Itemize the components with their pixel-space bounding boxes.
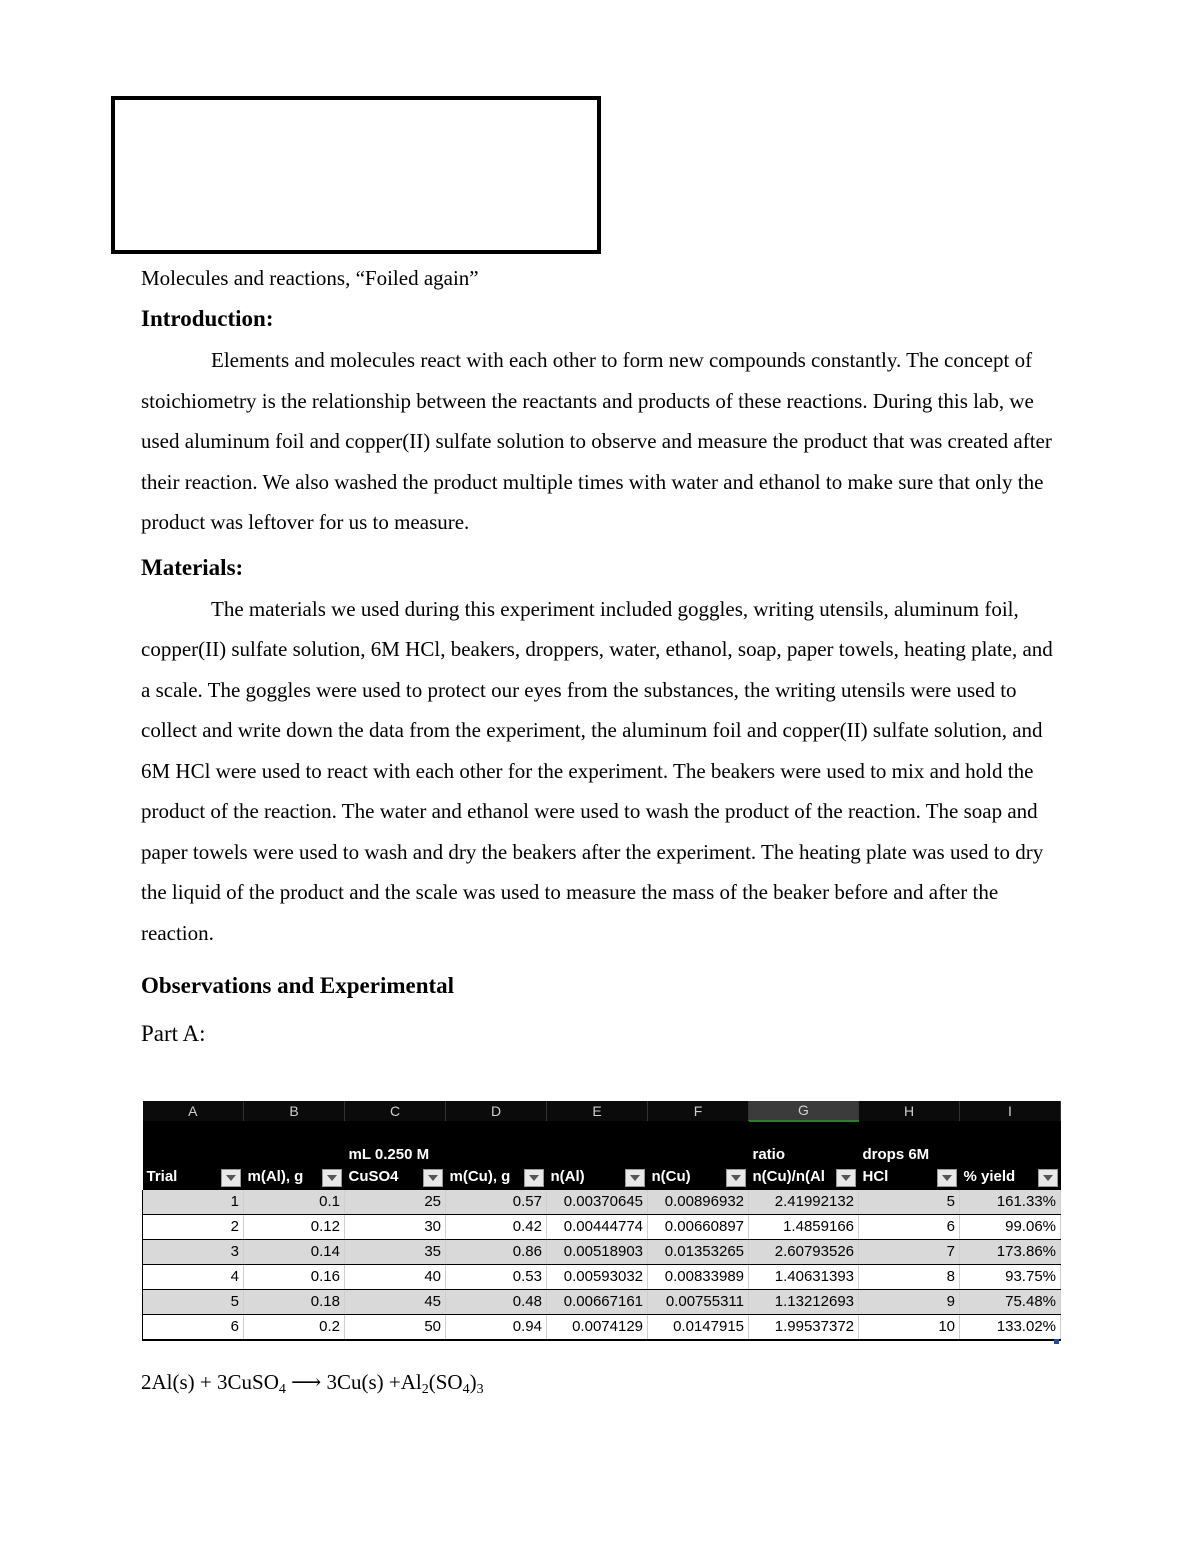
column-letter-h[interactable]: H (859, 1101, 960, 1121)
table-cell[interactable]: 1 (143, 1190, 244, 1215)
table-cell[interactable]: 93.75% (960, 1265, 1061, 1290)
table-cell[interactable]: 0.00660897 (648, 1215, 749, 1240)
table-cell[interactable]: 6 (143, 1315, 244, 1341)
table-cell[interactable]: 0.86 (446, 1240, 547, 1265)
column-header (648, 1121, 749, 1190)
materials-heading: Materials: (141, 554, 244, 580)
header-row (143, 1121, 1061, 1190)
table-cell[interactable]: 0.94 (446, 1315, 547, 1341)
table-cell[interactable]: 173.86% (960, 1240, 1061, 1265)
column-header-label: drops 6M HCl (862, 1146, 930, 1185)
column-header (547, 1121, 648, 1190)
introduction-paragraph: Elements and molecules react with each other to form new compounds constantly. The concept of stoichiometry is the relationship between the reactants and products of these reactions. During this lab, we used aluminum foil and copper(II) sulfate solution to observe and measure the product that was created after their reaction. We also washed the product multiple times with water and ethanol to make sure that only the product was leftover for us to measure. (141, 348, 1052, 534)
table-cell[interactable]: 2.60793526 (749, 1240, 859, 1265)
column-header (143, 1121, 244, 1190)
column-letter-a[interactable]: A (143, 1101, 244, 1121)
column-header (345, 1121, 446, 1190)
table-row (143, 1265, 1061, 1290)
table-cell[interactable]: 45 (345, 1290, 446, 1315)
materials-paragraph: The materials we used during this experiment included goggles, writing utensils, aluminum foil, copper(II) sulfate solution, 6M HCl, beakers, droppers, water, ethanol, soap, paper towels, heating plate, and a scale. The goggles were used to protect our eyes from the substances, the writing utensils were used to collect and write down the data from the experiment, the aluminum foil and copper(II) sulfate solution, and 6M HCl were used to react with each other for the experiment. The beakers were used to mix and hold the product of the reaction. The water and ethanol were used to wash the product of the reaction. The soap and paper towels were used to wash and dry the beakers after the experiment. The heating plate was used to dry the liquid of the product and the scale was used to measure the mass of the beaker before and after the reaction. (141, 596, 1053, 945)
filter-dropdown-icon[interactable] (836, 1169, 856, 1187)
table-cell[interactable]: 1.99537372 (749, 1315, 859, 1341)
table-cell[interactable]: 0.00896932 (648, 1190, 749, 1215)
column-letter-e[interactable]: E (547, 1101, 648, 1121)
observations-heading: Observations and Experimental (141, 973, 455, 998)
table-cell[interactable]: 8 (859, 1265, 960, 1290)
chemical-equation (141, 1368, 484, 1404)
table-row (143, 1315, 1061, 1341)
filter-dropdown-icon[interactable] (625, 1169, 645, 1187)
table-cell[interactable]: 0.00370645 (547, 1190, 648, 1215)
table-cell[interactable]: 0.00833989 (648, 1265, 749, 1290)
column-header (446, 1121, 547, 1190)
table-cell[interactable]: 0.12 (244, 1215, 345, 1240)
table-cell[interactable]: 4 (143, 1265, 244, 1290)
table-cell[interactable]: 2.41992132 (749, 1190, 859, 1215)
filter-dropdown-icon[interactable] (322, 1169, 342, 1187)
table-cell[interactable]: 6 (859, 1215, 960, 1240)
table-cell[interactable]: 40 (345, 1265, 446, 1290)
column-header-label: mL 0.250 M CuSO4 (348, 1146, 430, 1185)
column-header-label: m(Cu), g (449, 1168, 511, 1185)
column-header (749, 1121, 859, 1190)
filter-dropdown-icon[interactable] (937, 1169, 957, 1187)
table-cell[interactable]: 0.53 (446, 1265, 547, 1290)
table-cell[interactable]: 0.48 (446, 1290, 547, 1315)
column-header-label: n(Cu) (651, 1168, 691, 1185)
column-letter-d[interactable]: D (446, 1101, 547, 1121)
table-cell[interactable]: 1.40631393 (749, 1265, 859, 1290)
column-header-label: m(Al), g (247, 1168, 304, 1185)
equation-part: ⟶ 3Cu(s) +Al (285, 1370, 422, 1394)
table-cell[interactable]: 50 (345, 1315, 446, 1341)
table-cell[interactable]: 0.14 (244, 1240, 345, 1265)
table-cell[interactable]: 5 (859, 1190, 960, 1215)
table-cell[interactable]: 3 (143, 1240, 244, 1265)
column-letter-row (143, 1101, 1061, 1121)
table-cell[interactable]: 9 (859, 1290, 960, 1315)
table-row (143, 1190, 1061, 1215)
table-row (143, 1290, 1061, 1315)
table-cell[interactable]: 1.13212693 (749, 1290, 859, 1315)
table-cell[interactable]: 0.00593032 (547, 1265, 648, 1290)
part-a-label: Part A: (141, 1021, 206, 1046)
filter-dropdown-icon[interactable] (1038, 1169, 1058, 1187)
equation-part: 2Al(s) + 3CuSO (141, 1370, 279, 1394)
column-letter-c[interactable]: C (345, 1101, 446, 1121)
table-cell[interactable]: 0.2 (244, 1315, 345, 1341)
table-cell[interactable]: 0.00755311 (648, 1290, 749, 1315)
filter-dropdown-icon[interactable] (726, 1169, 746, 1187)
table-cell[interactable]: 10 (859, 1315, 960, 1341)
column-header (960, 1121, 1061, 1190)
table-cell[interactable]: 35 (345, 1240, 446, 1265)
table-cell[interactable]: 7 (859, 1240, 960, 1265)
table-cell[interactable]: 133.02% (960, 1315, 1061, 1341)
column-header-label: n(Al) (550, 1168, 585, 1185)
column-header-label: Trial (146, 1168, 178, 1185)
table-cell[interactable]: 0.18 (244, 1290, 345, 1315)
table-cell[interactable]: 0.0074129 (547, 1315, 648, 1341)
column-header-label: % yield (963, 1168, 1016, 1185)
column-letter-b[interactable]: B (244, 1101, 345, 1121)
filter-dropdown-icon[interactable] (423, 1169, 443, 1187)
equation-subscript: 4 (462, 1382, 470, 1397)
table-cell[interactable]: 75.48% (960, 1290, 1061, 1315)
introduction-heading: Introduction: (141, 306, 274, 331)
table-cell[interactable]: 0.42 (446, 1215, 547, 1240)
document-title: Molecules and reactions, “Foiled again” (141, 266, 479, 290)
column-letter-g[interactable]: G (749, 1101, 859, 1121)
table-cell[interactable]: 0.00444774 (547, 1215, 648, 1240)
table-cell[interactable]: 0.0147915 (648, 1315, 749, 1341)
table-cell[interactable]: 0.01353265 (648, 1240, 749, 1265)
column-header (859, 1121, 960, 1190)
table-cell[interactable]: 30 (345, 1215, 446, 1240)
table-cell[interactable]: 0.57 (446, 1190, 547, 1215)
table-cell[interactable]: 99.06% (960, 1215, 1061, 1240)
table-cell[interactable]: 161.33% (960, 1190, 1061, 1215)
filter-dropdown-icon[interactable] (524, 1169, 544, 1187)
table-row (143, 1215, 1061, 1240)
equation-part: ) (469, 1370, 477, 1394)
redacted-name-box (111, 96, 601, 254)
filter-dropdown-icon[interactable] (221, 1169, 241, 1187)
table-cell[interactable]: 2 (143, 1215, 244, 1240)
equation-subscript: 4 (278, 1382, 286, 1397)
column-header-label: ratio n(Cu)/n(Al (752, 1146, 825, 1185)
column-letter-f[interactable]: F (648, 1101, 749, 1121)
table-cell[interactable]: 0.00518903 (547, 1240, 648, 1265)
table-cell[interactable]: 0.16 (244, 1265, 345, 1290)
equation-subscript: 2 (421, 1382, 429, 1397)
document-body (141, 262, 1053, 1063)
table-cell[interactable]: 1.4859166 (749, 1215, 859, 1240)
equation-part: (SO (428, 1370, 463, 1394)
table-cell[interactable]: 5 (143, 1290, 244, 1315)
equation-subscript: 3 (476, 1382, 484, 1397)
table-cell[interactable]: 0.1 (244, 1190, 345, 1215)
selection-handle[interactable] (1054, 1339, 1059, 1344)
table-cell[interactable]: 0.00667161 (547, 1290, 648, 1315)
spreadsheet-table (142, 1101, 1059, 1341)
column-header (244, 1121, 345, 1190)
table-cell[interactable]: 25 (345, 1190, 446, 1215)
column-letter-i[interactable]: I (960, 1101, 1061, 1121)
table-row (143, 1240, 1061, 1265)
